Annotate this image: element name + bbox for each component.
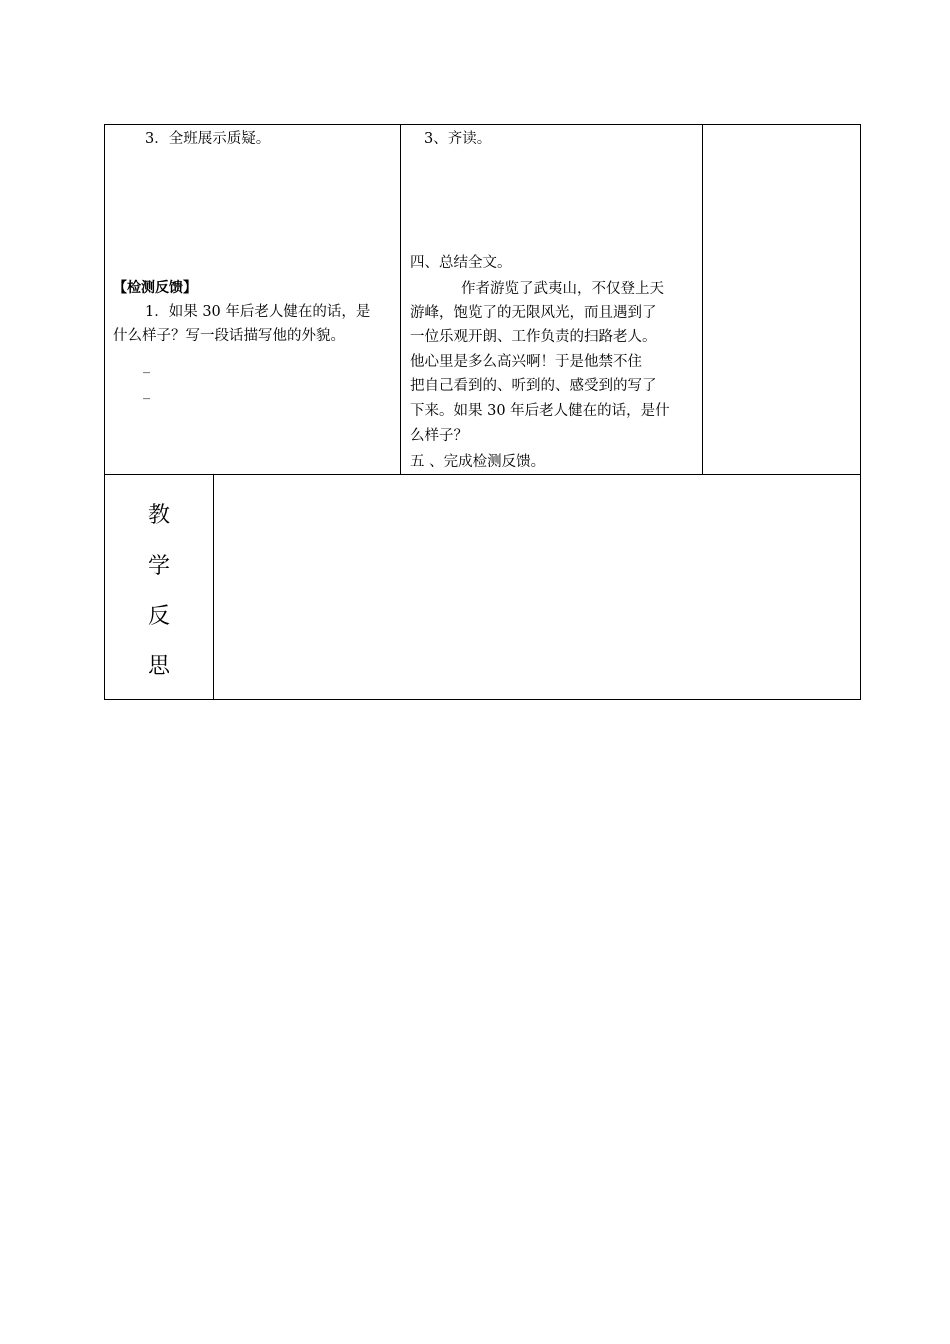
section-5-heading: 五 、完成检测反馈。 [410,454,546,470]
summary-line-6: 下来。如果 30 年后老人健在的话，是什 [410,403,670,419]
summary-line-4: 他心里是多么高兴啊！于是他禁不住 [410,354,642,370]
summary-line-5: 把自己看到的、听到的、感受到的写了 [410,378,657,394]
left-item-3: 3．全班展示质疑。 [145,131,271,147]
summary-line-1: 作者游览了武夷山，不仅登上天 [461,281,664,297]
summary-line-7: 么样子？ [410,428,468,444]
right-column-cell [703,125,860,474]
reflection-char-1: 教 [147,503,170,528]
reflection-label-cell [105,475,213,699]
lesson-plan-table [104,124,861,700]
reflection-char-4: 思 [147,654,170,679]
feedback-question-line-2: 什么样子？写一段话描写他的外貌。 [113,328,345,344]
section-4-heading: 四、总结全文。 [410,255,512,271]
feedback-heading: 【检测反馈】 [113,280,197,296]
reflection-char-3: 反 [147,604,170,629]
answer-blank-1: _ [143,358,150,374]
answer-blank-2: _ [143,384,150,400]
summary-line-3: 一位乐观开朗、工作负责的扫路老人。 [410,329,657,345]
reflection-char-2: 学 [147,554,170,579]
summary-line-2: 游峰，饱览了的无限风光，而且遇到了 [410,305,657,321]
reflection-content-cell[interactable] [214,475,860,699]
feedback-question-line-1: 1．如果 30 年后老人健在的话，是 [145,304,371,320]
column-divider-1 [400,125,401,474]
mid-item-3: 3、齐读。 [424,131,492,147]
